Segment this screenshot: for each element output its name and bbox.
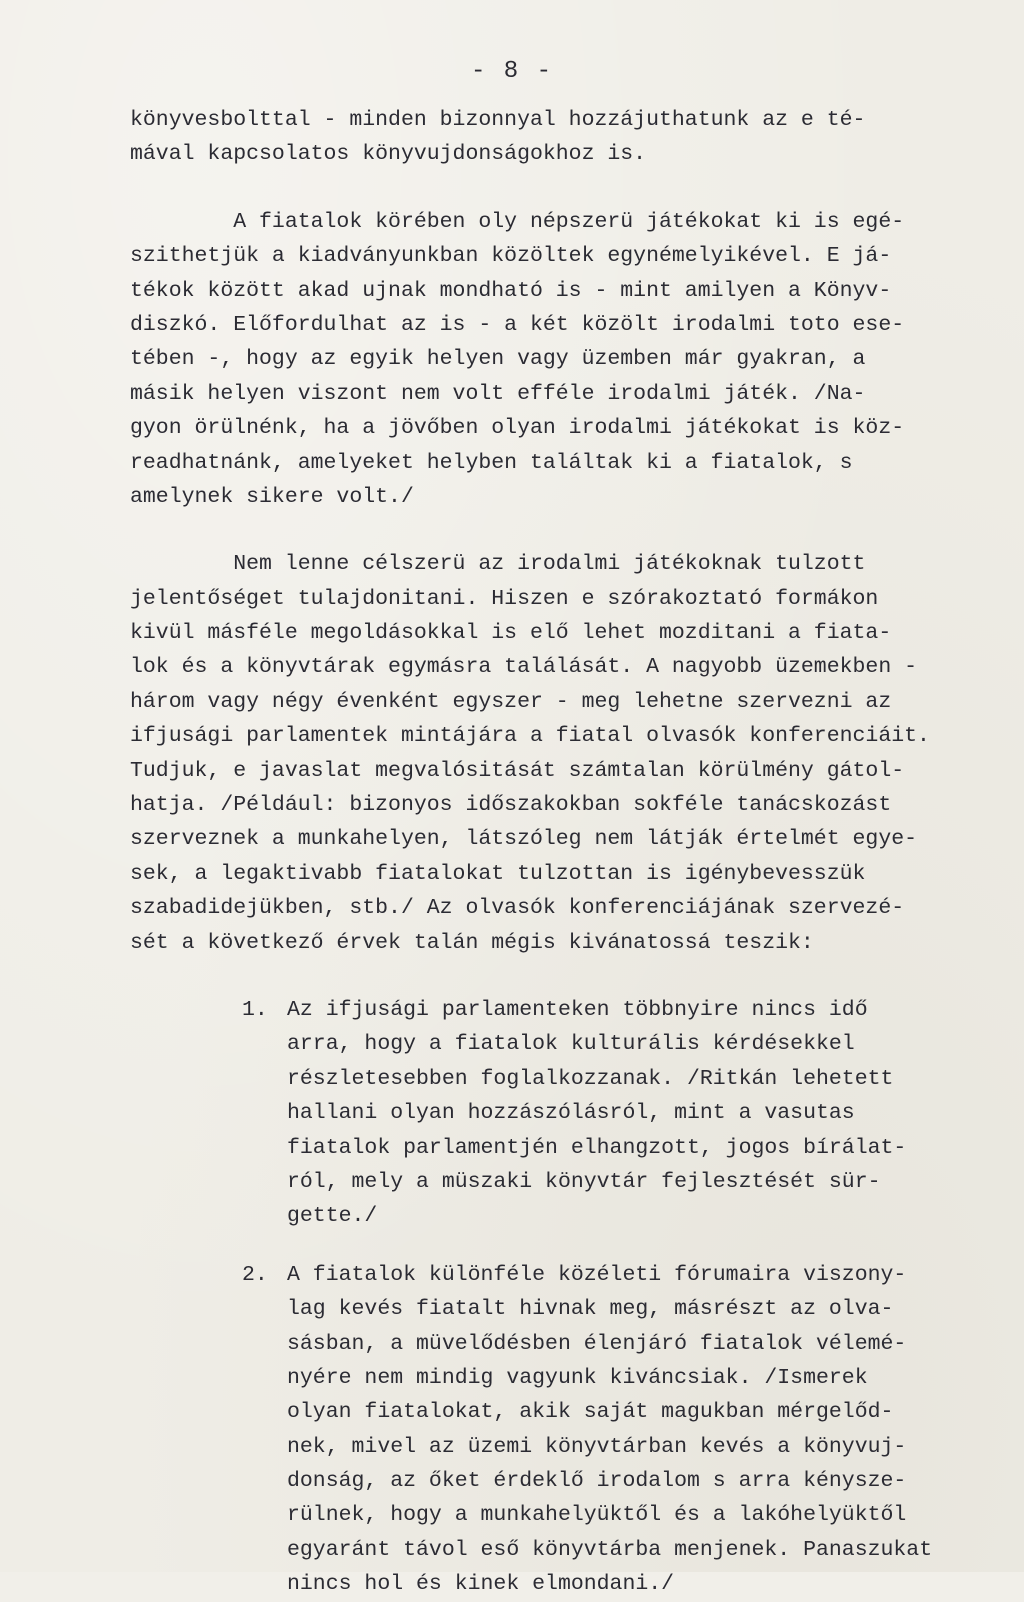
paragraph-gap (130, 960, 1010, 993)
text-line: gette./ (287, 1204, 378, 1229)
text-line: sek, a legaktivabb fiatalokat tulzottan is igénybevesszük (130, 861, 866, 886)
text-line: ifjusági parlamentek mintájára a fiatal olvasók konferenciáit. (130, 724, 930, 749)
text-line: mával kapcsolatos könyvujdonságokhoz is. (130, 142, 647, 167)
text-line: szerveznek a munkahelyen, látszóleg nem látják értelmét egye- (130, 827, 918, 852)
text-line: amelynek sikere volt./ (130, 484, 414, 509)
list-item (242, 993, 1010, 1234)
text-line: tékok között akad ujnak mondható is - mint amilyen a Könyv- (130, 278, 892, 303)
text-line: szithetjük a kiadványunkban közöltek egynémelyikével. E já- (130, 244, 892, 269)
text-line: gyon örülnénk, ha a jövőben olyan irodalmi játékokat is köz- (130, 416, 905, 441)
list-gap (130, 1234, 1010, 1258)
paragraph-gap (130, 172, 1010, 205)
text-line: három vagy négy évenként egyszer - meg lehetne szervezni az (130, 689, 892, 714)
list-item-number: 2. (242, 1262, 268, 1287)
text-line: diszkó. Előfordulhat az is - a két közölt irodalmi toto ese- (130, 312, 905, 337)
text-line: readhatnánk, amelyeket helyben találtak ki a fiatalok, s (130, 450, 853, 475)
text-line: nincs hol és kinek elmondani./ (287, 1572, 675, 1597)
page-number: - 8 - (470, 58, 553, 85)
text-line: fiatalok parlamentjén elhangzott, jogos bírálat- (287, 1135, 907, 1160)
paragraph (130, 547, 1010, 960)
text-line: könyvesbolttal - minden bizonnyal hozzájuthatunk az e té- (130, 108, 866, 132)
text-line: nyére nem mindig vagyunk kiváncsiak. /Ismerek (287, 1365, 868, 1390)
text-line: arra, hogy a fiatalok kulturális kérdésekkel (287, 1032, 855, 1057)
text-line: lok és a könyvtárak egymásra találását. A nagyobb üzemekben - (130, 655, 918, 680)
text-line: részletesebben foglalkozzanak. /Ritkán lehetett (287, 1066, 894, 1091)
text-line: A fiatalok különféle közéleti fórumaira viszony- (287, 1262, 907, 1287)
text-line: rülnek, hogy a munkahelyüktől és a lakóhelyüktől (287, 1503, 907, 1528)
text-line: hatja. /Például: bizonyos időszakokban sokféle tanácskozást (130, 793, 892, 818)
text-line: jelentőséget tulajdonitani. Hiszen e szórakoztató formákon (130, 586, 879, 611)
text-line: tében -, hogy az egyik helyen vagy üzemben már gyakran, a (130, 347, 866, 372)
paragraph (130, 205, 1010, 515)
text-line: nek, mivel az üzemi könyvtárban kevés a könyvuj- (287, 1434, 907, 1459)
text-line: hallani olyan hozzászólásról, mint a vasutas (287, 1101, 855, 1126)
paragraph-gap (130, 514, 1010, 547)
text-line: sét a következő érvek talán mégis kivánatossá teszik: (130, 930, 814, 955)
text-line: Az ifjusági parlamenteken többnyire nincs idő (287, 997, 868, 1022)
list-item (242, 1258, 1010, 1602)
paragraph (130, 103, 1010, 172)
text-line: szabadidejükben, stb./ Az olvasók konferenciájának szervezé- (130, 896, 905, 921)
text-line: olyan fiatalokat, akik saját magukban mérgelőd- (287, 1400, 894, 1425)
text-line: lag kevés fiatalt hivnak meg, másrészt az olva- (287, 1297, 894, 1322)
text-line: Tudjuk, e javaslat megvalósitását számtalan körülmény gátol- (130, 758, 905, 783)
text-line: Nem lenne célszerü az irodalmi játékoknak tulzott (130, 552, 866, 577)
text-line: kivül másféle megoldásokkal is elő lehet mozditani a fiata- (130, 621, 892, 646)
text-line: ról, mely a müszaki könyvtár fejlesztését sür- (287, 1169, 881, 1194)
page-body (130, 103, 1010, 1602)
text-line: másik helyen viszont nem volt efféle irodalmi játék. /Na- (130, 381, 866, 406)
text-line: egyaránt távol eső könyvtárba menjenek. Panaszukat (287, 1537, 933, 1562)
text-line: A fiatalok körében oly népszerü játékokat ki is egé- (130, 209, 905, 234)
text-line: sásban, a müvelődésben élenjáró fiatalok vélemé- (287, 1331, 907, 1356)
text-line: donság, az őket érdeklő irodalom s arra kénysze- (287, 1469, 907, 1494)
list-item-number: 1. (242, 997, 268, 1022)
